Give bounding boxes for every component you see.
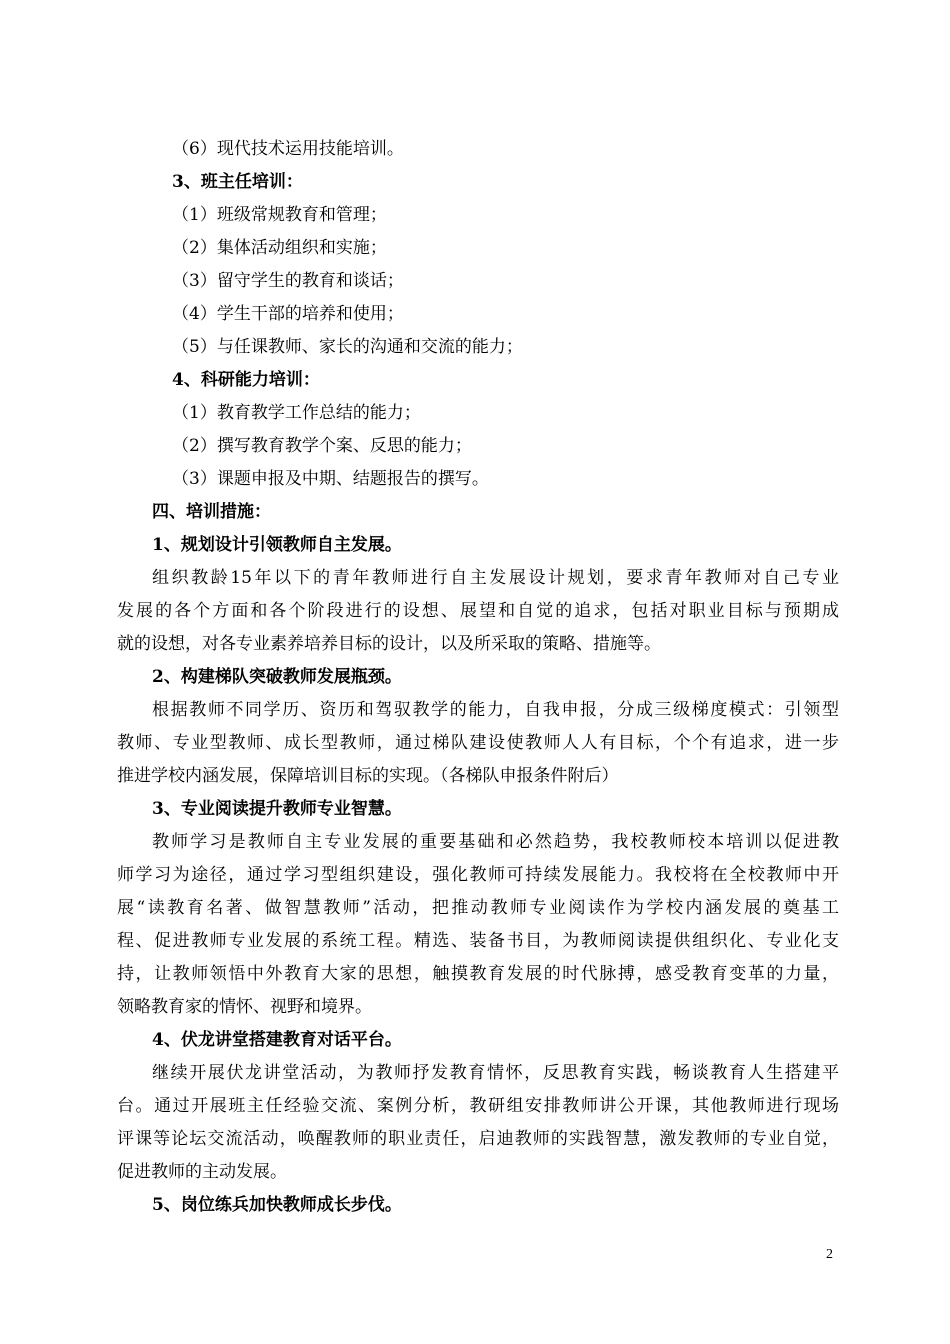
page-number: 2 — [826, 1247, 833, 1262]
paragraph-line: 程、促进教师专业发展的系统工程。精选、装备书目，为教师阅读提供组织化、专业化支 — [117, 931, 839, 951]
subsection-heading: 4、伏龙讲堂搭建教育对话平台。 — [152, 1030, 402, 1050]
paragraph-line: 领略教育家的情怀、视野和境界。 — [117, 997, 372, 1017]
paragraph-line: 组织教龄15年以下的青年教师进行自主发展设计规划，要求青年教师对自己专业 — [152, 568, 839, 588]
list-item: （1）教育教学工作总结的能力； — [172, 403, 421, 423]
paragraph-line: 展“读教育名著、做智慧教师”活动，把推动教师专业阅读作为学校内涵发展的奠基工 — [117, 898, 839, 918]
section-heading: 3、班主任培训： — [172, 172, 303, 192]
paragraph-line: 就的设想，对各专业素养培养目标的设计，以及所采取的策略、措施等。 — [117, 634, 661, 654]
chapter-heading: 四、培训措施： — [152, 502, 271, 522]
list-item: （3）留守学生的教育和谈话； — [172, 271, 404, 291]
paragraph-line: 师学习为途径，通过学习型组织建设，强化教师可持续发展能力。我校将在全校教师中开 — [117, 865, 839, 885]
paragraph-line: 教师、专业型教师、成长型教师，通过梯队建设使教师人人有目标，个个有追求，进一步 — [117, 733, 839, 753]
paragraph-line: 根据教师不同学历、资历和驾驭教学的能力，自我申报，分成三级梯度模式：引领型 — [152, 700, 839, 720]
subsection-heading: 5、岗位练兵加快教师成长步伐。 — [152, 1195, 402, 1215]
list-item: （4）学生干部的培养和使用； — [172, 304, 404, 324]
paragraph-line: 台。通过开展班主任经验交流、案例分析，教研组安排教师讲公开课，其他教师进行现场 — [117, 1096, 839, 1116]
list-item: （1）班级常规教育和管理； — [172, 205, 387, 225]
subsection-heading: 2、构建梯队突破教师发展瓶颈。 — [152, 667, 402, 687]
paragraph-line: 发展的各个方面和各个阶段进行的设想、展望和自觉的追求，包括对职业目标与预期成 — [117, 601, 839, 621]
paragraph-line: 评课等论坛交流活动，唤醒教师的职业责任，启迪教师的实践智慧，激发教师的专业自觉， — [117, 1129, 839, 1149]
subsection-heading: 3、专业阅读提升教师专业智慧。 — [152, 799, 402, 819]
section-heading: 4、科研能力培训： — [172, 370, 320, 390]
list-item: （5）与任课教师、家长的沟通和交流的能力； — [172, 337, 523, 357]
paragraph-line: 促进教师的主动发展。 — [117, 1162, 287, 1182]
list-item: （6）现代技术运用技能培训。 — [172, 139, 404, 159]
paragraph-line: 继续开展伏龙讲堂活动，为教师抒发教育情怀，反思教育实践，畅谈教育人生搭建平 — [152, 1063, 839, 1083]
list-item: （3）课题申报及中期、结题报告的撰写。 — [172, 469, 489, 489]
subsection-heading: 1、规划设计引领教师自主发展。 — [152, 535, 402, 555]
list-item: （2）撰写教育教学个案、反思的能力； — [172, 436, 472, 456]
paragraph-line: 教师学习是教师自主专业发展的重要基础和必然趋势，我校教师校本培训以促进教 — [152, 832, 839, 852]
paragraph-line: 持，让教师领悟中外教育大家的思想，触摸教育发展的时代脉搏，感受教育变革的力量， — [117, 964, 839, 984]
list-item: （2）集体活动组织和实施； — [172, 238, 387, 258]
paragraph-line: 推进学校内涵发展，保障培训目标的实现。（各梯队申报条件附后） — [117, 766, 619, 786]
